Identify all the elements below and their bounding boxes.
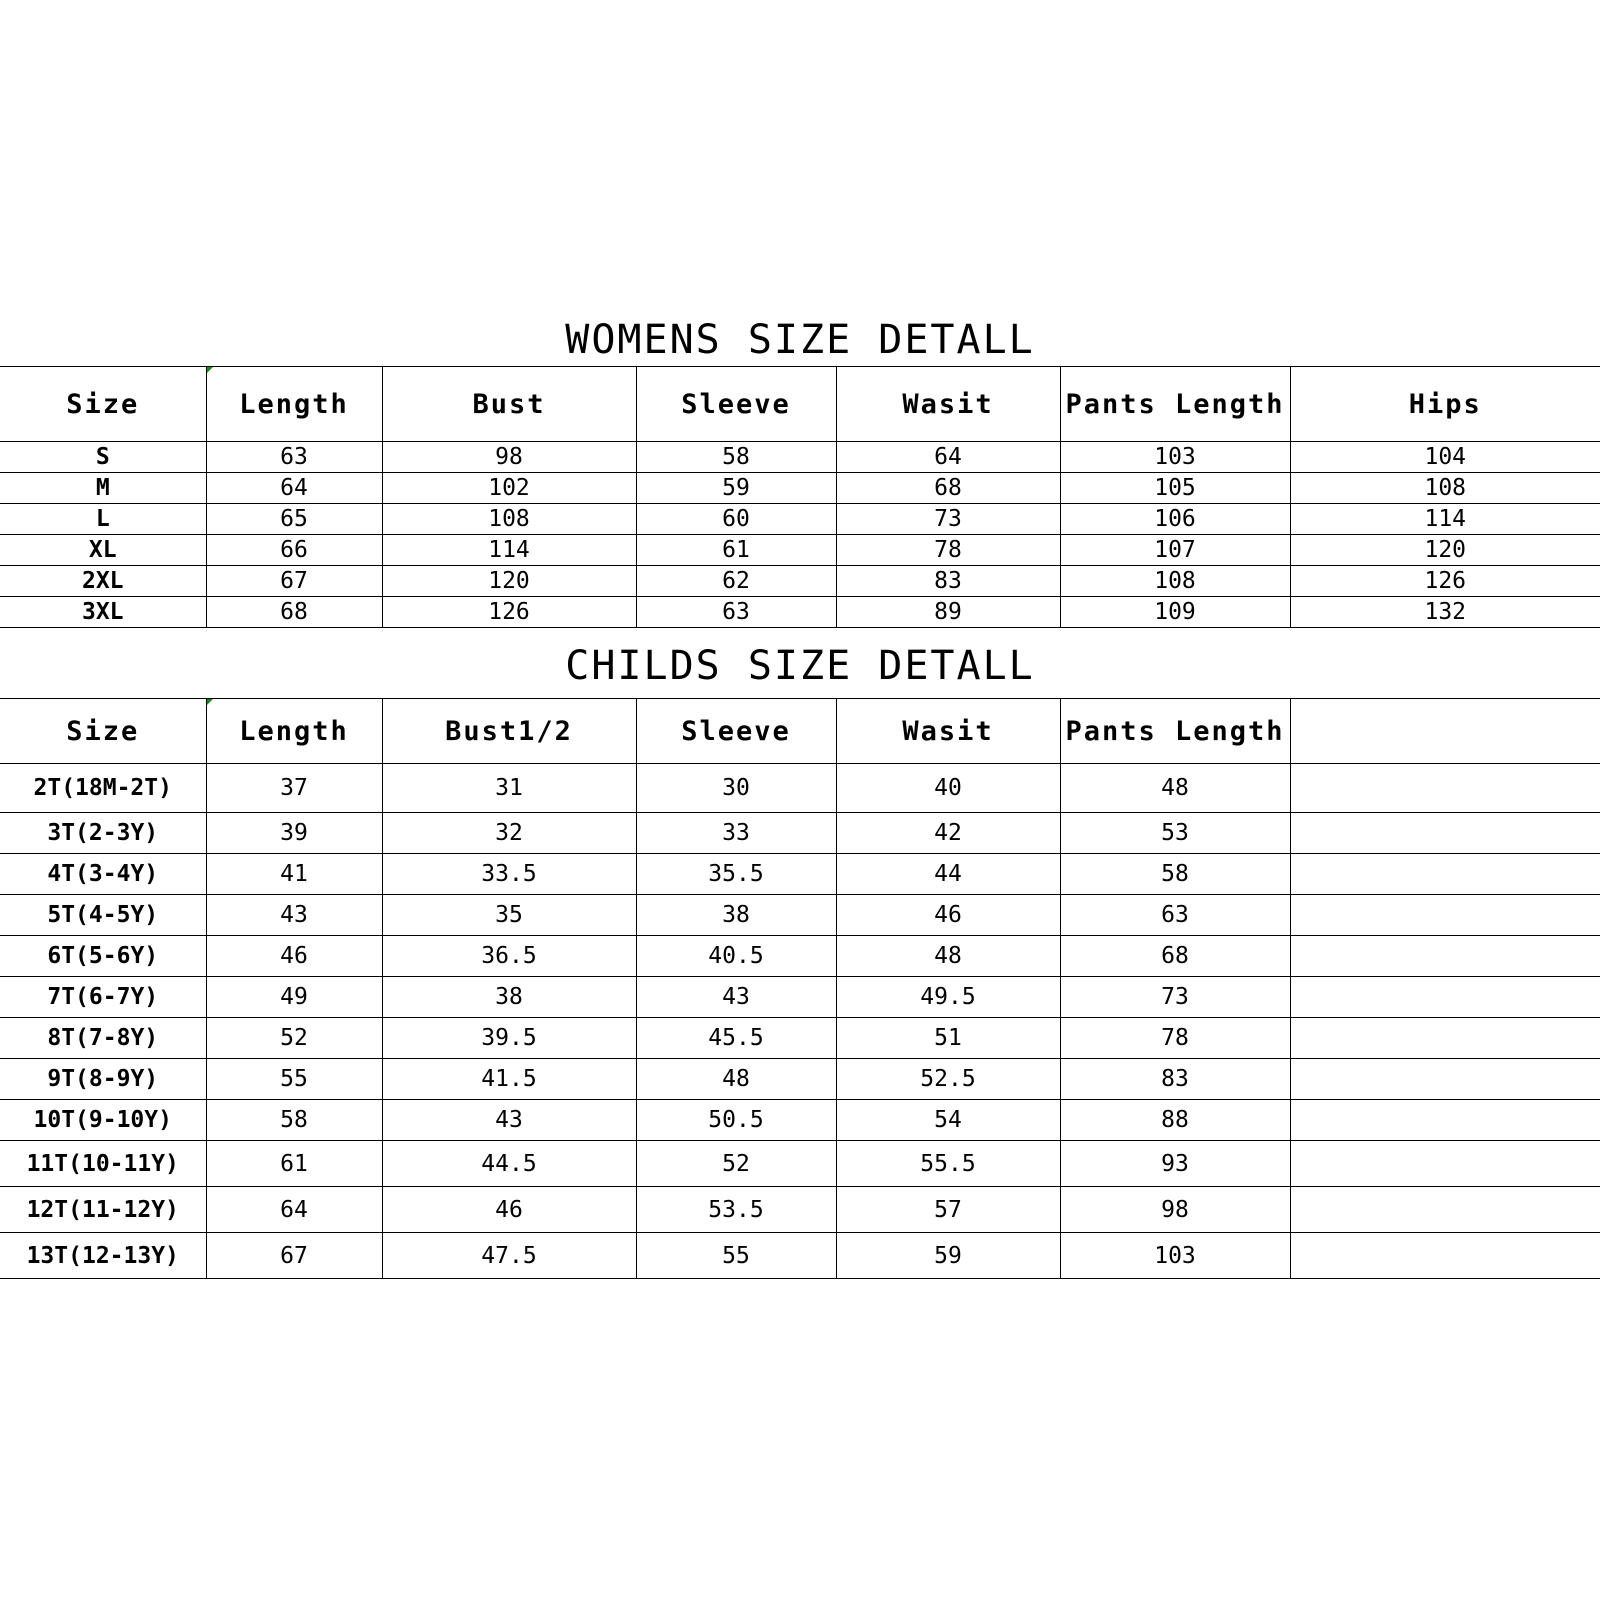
- measurement-cell: 48: [836, 936, 1060, 977]
- measurement-cell: 52.5: [836, 1059, 1060, 1100]
- measurement-cell: 83: [1060, 1059, 1290, 1100]
- measurement-cell: 114: [1290, 504, 1600, 535]
- measurement-cell: 73: [836, 504, 1060, 535]
- measurement-cell: [1290, 764, 1600, 813]
- measurement-cell: 40: [836, 764, 1060, 813]
- measurement-cell: 55: [206, 1059, 382, 1100]
- measurement-cell: 52: [636, 1141, 836, 1187]
- measurement-cell: 104: [1290, 442, 1600, 473]
- measurement-cell: 67: [206, 566, 382, 597]
- womens-header-cell: Hips: [1290, 367, 1600, 442]
- measurement-cell: 105: [1060, 473, 1290, 504]
- measurement-cell: 37: [206, 764, 382, 813]
- measurement-cell: 36.5: [382, 936, 636, 977]
- size-label-cell: M: [0, 473, 206, 504]
- size-label-cell: 13T(12-13Y): [0, 1233, 206, 1279]
- measurement-cell: 33.5: [382, 854, 636, 895]
- measurement-cell: [1290, 813, 1600, 854]
- size-label-cell: XL: [0, 535, 206, 566]
- childs-header-cell: Bust1/2: [382, 699, 636, 764]
- size-label-cell: 5T(4-5Y): [0, 895, 206, 936]
- measurement-cell: 43: [206, 895, 382, 936]
- measurement-cell: 62: [636, 566, 836, 597]
- measurement-cell: 64: [206, 473, 382, 504]
- childs-size-table: [0, 698, 1600, 1279]
- measurement-cell: 98: [1060, 1187, 1290, 1233]
- womens-header-cell: Length: [206, 367, 382, 442]
- measurement-cell: 43: [382, 1100, 636, 1141]
- table-row: [0, 895, 1600, 936]
- womens-size-table: [0, 366, 1600, 628]
- measurement-cell: 120: [382, 566, 636, 597]
- table-row: [0, 1059, 1600, 1100]
- measurement-cell: 109: [1060, 597, 1290, 628]
- table-row: [0, 1141, 1600, 1187]
- table-row: [0, 764, 1600, 813]
- measurement-cell: 44.5: [382, 1141, 636, 1187]
- table-row: [0, 1018, 1600, 1059]
- cell-corner-marker: [207, 699, 213, 705]
- size-label-cell: 10T(9-10Y): [0, 1100, 206, 1141]
- childs-header-cell: Wasit: [836, 699, 1060, 764]
- measurement-cell: 46: [382, 1187, 636, 1233]
- cell-corner-marker: [207, 367, 213, 373]
- measurement-cell: [1290, 1018, 1600, 1059]
- table-row: [0, 504, 1600, 535]
- measurement-cell: 52: [206, 1018, 382, 1059]
- size-label-cell: 7T(6-7Y): [0, 977, 206, 1018]
- measurement-cell: 65: [206, 504, 382, 535]
- measurement-cell: 58: [206, 1100, 382, 1141]
- table-row: [0, 597, 1600, 628]
- measurement-cell: 98: [382, 442, 636, 473]
- measurement-cell: 32: [382, 813, 636, 854]
- measurement-cell: 55.5: [836, 1141, 1060, 1187]
- measurement-cell: 58: [636, 442, 836, 473]
- table-row: [0, 535, 1600, 566]
- measurement-cell: 31: [382, 764, 636, 813]
- childs-header-cell: Sleeve: [636, 699, 836, 764]
- measurement-cell: 68: [836, 473, 1060, 504]
- measurement-cell: 51: [836, 1018, 1060, 1059]
- measurement-cell: 103: [1060, 1233, 1290, 1279]
- size-label-cell: 3T(2-3Y): [0, 813, 206, 854]
- size-label-cell: 4T(3-4Y): [0, 854, 206, 895]
- table-row: [0, 1233, 1600, 1279]
- measurement-cell: 39: [206, 813, 382, 854]
- table-row: [0, 1100, 1600, 1141]
- measurement-cell: 64: [836, 442, 1060, 473]
- womens-header-row: [0, 367, 1600, 442]
- measurement-cell: 93: [1060, 1141, 1290, 1187]
- measurement-cell: 47.5: [382, 1233, 636, 1279]
- measurement-cell: 41: [206, 854, 382, 895]
- measurement-cell: 103: [1060, 442, 1290, 473]
- measurement-cell: 35: [382, 895, 636, 936]
- measurement-cell: 61: [206, 1141, 382, 1187]
- measurement-cell: 43: [636, 977, 836, 1018]
- table-row: [0, 936, 1600, 977]
- measurement-cell: 63: [206, 442, 382, 473]
- measurement-cell: [1290, 854, 1600, 895]
- womens-header-cell: Wasit: [836, 367, 1060, 442]
- childs-header-cell: Length: [206, 699, 382, 764]
- measurement-cell: 50.5: [636, 1100, 836, 1141]
- measurement-cell: [1290, 1187, 1600, 1233]
- measurement-cell: 49.5: [836, 977, 1060, 1018]
- childs-header-cell: Size: [0, 699, 206, 764]
- womens-header-cell: Bust: [382, 367, 636, 442]
- size-label-cell: 3XL: [0, 597, 206, 628]
- table-row: [0, 854, 1600, 895]
- measurement-cell: 120: [1290, 535, 1600, 566]
- measurement-cell: 48: [1060, 764, 1290, 813]
- measurement-cell: 78: [836, 535, 1060, 566]
- table-row: [0, 442, 1600, 473]
- size-label-cell: L: [0, 504, 206, 535]
- measurement-cell: 39.5: [382, 1018, 636, 1059]
- measurement-cell: 64: [206, 1187, 382, 1233]
- measurement-cell: 108: [382, 504, 636, 535]
- measurement-cell: [1290, 1141, 1600, 1187]
- measurement-cell: 46: [836, 895, 1060, 936]
- measurement-cell: 68: [206, 597, 382, 628]
- measurement-cell: 67: [206, 1233, 382, 1279]
- measurement-cell: 126: [382, 597, 636, 628]
- measurement-cell: 49: [206, 977, 382, 1018]
- size-label-cell: 2T(18M-2T): [0, 764, 206, 813]
- size-label-cell: 11T(10-11Y): [0, 1141, 206, 1187]
- table-row: [0, 1187, 1600, 1233]
- measurement-cell: 57: [836, 1187, 1060, 1233]
- measurement-cell: 53: [1060, 813, 1290, 854]
- size-label-cell: 8T(7-8Y): [0, 1018, 206, 1059]
- womens-header-cell: Sleeve: [636, 367, 836, 442]
- measurement-cell: 30: [636, 764, 836, 813]
- measurement-cell: 108: [1290, 473, 1600, 504]
- measurement-cell: 66: [206, 535, 382, 566]
- table-row: [0, 473, 1600, 504]
- measurement-cell: 61: [636, 535, 836, 566]
- measurement-cell: 108: [1060, 566, 1290, 597]
- table-row: [0, 813, 1600, 854]
- measurement-cell: 60: [636, 504, 836, 535]
- table-row: [0, 977, 1600, 1018]
- measurement-cell: 41.5: [382, 1059, 636, 1100]
- measurement-cell: 102: [382, 473, 636, 504]
- childs-header-cell: Pants Length: [1060, 699, 1290, 764]
- measurement-cell: [1290, 977, 1600, 1018]
- measurement-cell: 59: [836, 1233, 1060, 1279]
- size-label-cell: 12T(11-12Y): [0, 1187, 206, 1233]
- measurement-cell: 68: [1060, 936, 1290, 977]
- measurement-cell: 126: [1290, 566, 1600, 597]
- measurement-cell: [1290, 1233, 1600, 1279]
- table-row: [0, 566, 1600, 597]
- size-label-cell: 2XL: [0, 566, 206, 597]
- measurement-cell: 53.5: [636, 1187, 836, 1233]
- measurement-cell: [1290, 936, 1600, 977]
- childs-header-row: [0, 699, 1600, 764]
- measurement-cell: 55: [636, 1233, 836, 1279]
- measurement-cell: 78: [1060, 1018, 1290, 1059]
- measurement-cell: [1290, 1059, 1600, 1100]
- measurement-cell: 89: [836, 597, 1060, 628]
- size-label-cell: 9T(8-9Y): [0, 1059, 206, 1100]
- measurement-cell: 83: [836, 566, 1060, 597]
- measurement-cell: 38: [382, 977, 636, 1018]
- measurement-cell: 59: [636, 473, 836, 504]
- measurement-cell: 33: [636, 813, 836, 854]
- measurement-cell: 45.5: [636, 1018, 836, 1059]
- measurement-cell: 44: [836, 854, 1060, 895]
- measurement-cell: 63: [1060, 895, 1290, 936]
- measurement-cell: 54: [836, 1100, 1060, 1141]
- measurement-cell: 46: [206, 936, 382, 977]
- measurement-cell: 48: [636, 1059, 836, 1100]
- childs-header-cell: [1290, 699, 1600, 764]
- womens-table-title: WOMENS SIZE DETALL: [565, 317, 1035, 363]
- measurement-cell: [1290, 895, 1600, 936]
- measurement-cell: [1290, 1100, 1600, 1141]
- measurement-cell: 106: [1060, 504, 1290, 535]
- womens-header-cell: Pants Length: [1060, 367, 1290, 442]
- measurement-cell: 132: [1290, 597, 1600, 628]
- measurement-cell: 40.5: [636, 936, 836, 977]
- measurement-cell: 38: [636, 895, 836, 936]
- measurement-cell: 88: [1060, 1100, 1290, 1141]
- measurement-cell: 42: [836, 813, 1060, 854]
- measurement-cell: 107: [1060, 535, 1290, 566]
- measurement-cell: 73: [1060, 977, 1290, 1018]
- size-label-cell: 6T(5-6Y): [0, 936, 206, 977]
- measurement-cell: 58: [1060, 854, 1290, 895]
- measurement-cell: 63: [636, 597, 836, 628]
- measurement-cell: 35.5: [636, 854, 836, 895]
- childs-table-title: CHILDS SIZE DETALL: [565, 643, 1035, 689]
- size-label-cell: S: [0, 442, 206, 473]
- womens-header-cell: Size: [0, 367, 206, 442]
- measurement-cell: 114: [382, 535, 636, 566]
